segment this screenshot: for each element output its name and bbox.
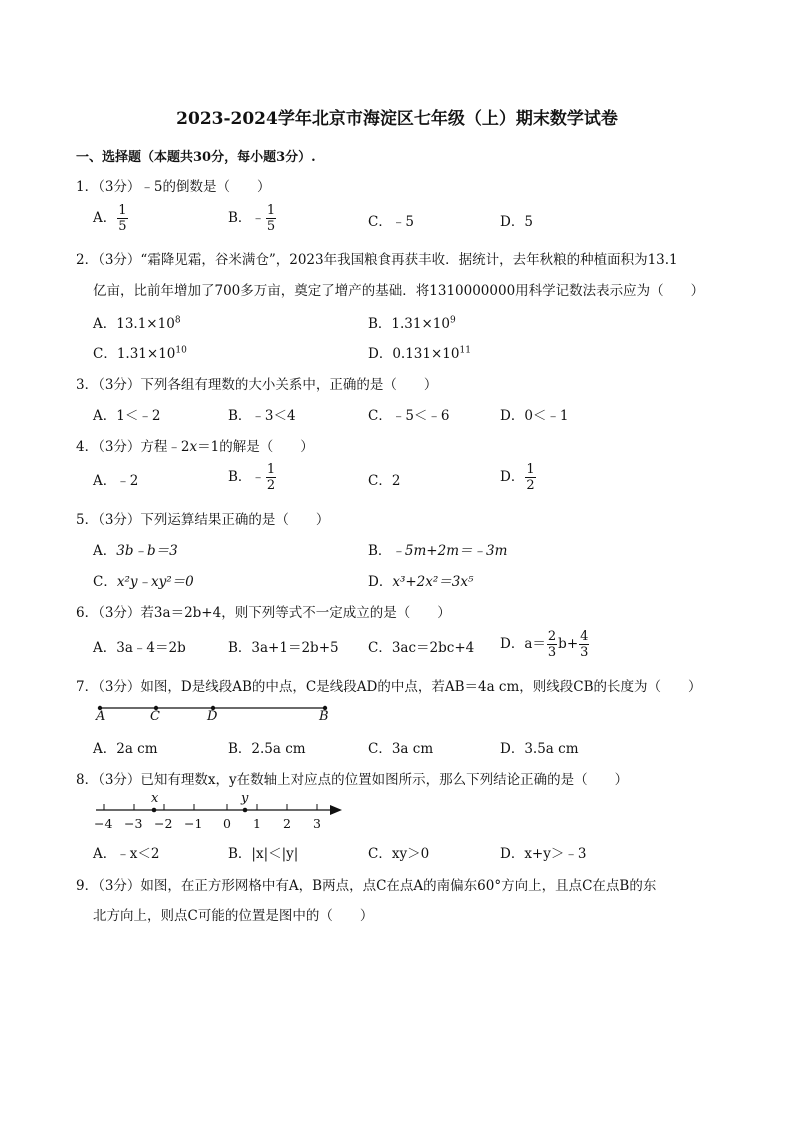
- q2-stem-line2: 亿亩，比前年增加了700多万亩，奠定了增产的基础．将1310000000用科学记数法表示应为（ ）: [93, 283, 705, 299]
- q5-d-expr: x³+2x²＝3x⁵: [392, 574, 474, 590]
- tick-label-3: 3: [313, 816, 321, 831]
- q6-stem: 6．（3分）若3a＝2b+4，则下列等式不一定成立的是（ ）: [76, 605, 451, 621]
- q9-stem-line2: 北方向上，则点C可能的位置是图中的（ ）: [93, 908, 374, 924]
- q5-c-expr: x²y﹣xy²＝0: [116, 574, 194, 590]
- q4-option-d[interactable]: [500, 462, 537, 493]
- q4-b-fraction: [266, 462, 276, 493]
- q4-d-den: 2: [526, 478, 535, 493]
- q4-d-prefix: D．: [500, 469, 525, 485]
- q3-option-b[interactable]: B．﹣3＜4: [228, 408, 296, 424]
- q8-option-d[interactable]: D．x+y＞﹣3: [500, 846, 587, 862]
- q3-stem: 3．（3分）下列各组有理数的大小关系中，正确的是（ ）: [76, 377, 438, 393]
- label-a: A: [96, 709, 106, 724]
- q1-a-fraction: [117, 203, 127, 234]
- q5-a-prefix: A．: [93, 543, 117, 559]
- point-y: [243, 808, 248, 813]
- q4-stem-post: ＝1的解是（ ）: [197, 439, 314, 455]
- q4-b-prefix: B．﹣: [228, 469, 265, 485]
- q6-option-b[interactable]: B．3a+1＝2b+5: [228, 640, 339, 656]
- q3-option-a[interactable]: A．1＜﹣2: [93, 408, 161, 424]
- q4-b-den: 2: [266, 478, 276, 493]
- tick-label-m2: −2: [154, 816, 173, 831]
- q6-d-num2: 4: [580, 629, 589, 644]
- q5-option-d[interactable]: [368, 570, 473, 590]
- q6-d-den2: 3: [580, 645, 589, 660]
- label-y: y: [241, 791, 249, 806]
- q6-d-fraction2: [579, 629, 589, 660]
- tick-label-2: 2: [283, 816, 291, 831]
- q6-d-fraction1: [547, 629, 557, 660]
- q1-a-den: 5: [118, 219, 127, 234]
- section-heading: 一、选择题（本题共30分，每小题3分）.: [76, 150, 316, 165]
- q4-stem-pre: 4．（3分）方程﹣2: [76, 439, 190, 455]
- q4-option-b[interactable]: [228, 462, 277, 493]
- page-title: 2023-2024学年北京市海淀区七年级（上）期末数学试卷: [176, 109, 618, 129]
- q1-b-den: 5: [266, 219, 276, 234]
- q7-option-d[interactable]: D．3.5a cm: [500, 741, 579, 757]
- q4-option-c[interactable]: C．2: [368, 473, 401, 489]
- q1-option-d[interactable]: D．5: [500, 214, 533, 230]
- q6-option-a[interactable]: A．3a﹣4＝2b: [93, 640, 186, 656]
- q6-d-mid: b+: [558, 636, 579, 652]
- q1-option-a[interactable]: [93, 203, 129, 234]
- label-c: C: [150, 709, 160, 724]
- q2-option-a[interactable]: [93, 312, 181, 332]
- q6-d-lhs: a＝: [524, 636, 546, 652]
- q4-d-num: 1: [526, 462, 535, 477]
- q4-stem-var: x: [189, 439, 198, 455]
- q2-d-exp: 11: [459, 345, 471, 356]
- q1-option-c[interactable]: C．﹣5: [368, 214, 414, 230]
- q6-option-c[interactable]: C．3ac＝2bc+4: [368, 640, 475, 656]
- q1-stem: 1．（3分）﹣5的倒数是（ ）: [76, 179, 271, 195]
- q7-option-b[interactable]: B．2.5a cm: [228, 741, 306, 757]
- q1-a-num: 1: [118, 203, 127, 218]
- q6-d-num1: 2: [547, 629, 557, 644]
- q5-b-prefix: B．: [368, 543, 392, 559]
- q2-a-base: A．13.1×10: [93, 316, 175, 332]
- label-b: B: [319, 709, 329, 724]
- q1-a-prefix: A．: [93, 210, 117, 226]
- q6-option-d[interactable]: [500, 629, 590, 660]
- q1-b-num: 1: [266, 203, 276, 218]
- q2-option-c[interactable]: [93, 342, 187, 362]
- q2-a-exp: 8: [174, 315, 181, 326]
- q3-option-d[interactable]: D．0＜﹣1: [500, 408, 569, 424]
- q7-option-c[interactable]: C．3a cm: [368, 741, 434, 757]
- q2-b-base: B．1.31×10: [368, 316, 450, 332]
- q2-option-d[interactable]: [368, 342, 471, 362]
- q4-b-num: 1: [266, 462, 276, 477]
- tick-label-0: 0: [223, 816, 231, 831]
- point-x: [152, 808, 157, 813]
- q9-stem-line1: 9．（3分）如图，在正方形网格中有A，B两点，点C在点A的南偏东60°方向上，且点C在点B的东: [76, 878, 657, 894]
- q5-option-c[interactable]: [93, 570, 194, 590]
- q7-stem: 7．（3分）如图，D是线段AB的中点，C是线段AD的中点，若AB＝4a cm，则线段CB的长度为（ ）: [76, 679, 702, 695]
- q5-c-prefix: C．: [93, 574, 117, 590]
- q5-b-expr: ﹣5m+2m＝﹣3m: [391, 543, 508, 559]
- q6-d-den1: 3: [547, 645, 557, 660]
- q2-c-base: C．1.31×10: [93, 346, 176, 362]
- tick-label-m1: −1: [184, 816, 203, 831]
- q8-option-a[interactable]: A．﹣x＜2: [93, 846, 160, 862]
- q3-option-c[interactable]: C．﹣5＜﹣6: [368, 408, 450, 424]
- q8-option-c[interactable]: C．xy＞0: [368, 846, 430, 862]
- q7-option-a[interactable]: A．2a cm: [93, 741, 158, 757]
- q4-stem: [76, 435, 314, 455]
- q6-d-prefix: D．: [500, 636, 525, 652]
- q5-option-a[interactable]: [93, 539, 178, 559]
- q2-c-exp: 10: [175, 345, 187, 356]
- q2-d-base: D．0.131×10: [368, 346, 460, 362]
- q5-a-expr: 3b﹣b＝3: [116, 543, 178, 559]
- q8-option-b[interactable]: B．|x|＜|y|: [228, 846, 299, 862]
- q2-stem-line1: 2．（3分）“霜降见霜，谷米满仓”，2023年我国粮食再获丰收．据统计，去年秋粮的种植面积为13.1: [76, 252, 678, 268]
- label-x: x: [151, 791, 159, 806]
- q5-option-b[interactable]: [368, 539, 507, 559]
- tick-label-m3: −3: [124, 816, 143, 831]
- q4-d-fraction: [525, 462, 535, 493]
- number-line-arrow: [330, 805, 342, 815]
- q1-b-fraction: [266, 203, 276, 234]
- tick-label-1: 1: [253, 816, 261, 831]
- q2-b-exp: 9: [449, 315, 456, 326]
- q8-stem: 8．（3分）已知有理数x，y在数轴上对应点的位置如图所示，那么下列结论正确的是（ ）: [76, 772, 629, 788]
- q4-option-a[interactable]: A．﹣2: [93, 473, 139, 489]
- q1-option-b[interactable]: [228, 203, 277, 234]
- q5-stem: 5．（3分）下列运算结果正确的是（ ）: [76, 512, 330, 528]
- q1-b-prefix: B．﹣: [228, 210, 265, 226]
- q2-option-b[interactable]: [368, 312, 456, 332]
- tick-label-m4: −4: [94, 816, 113, 831]
- q5-d-prefix: D．: [368, 574, 393, 590]
- label-d: D: [207, 709, 218, 724]
